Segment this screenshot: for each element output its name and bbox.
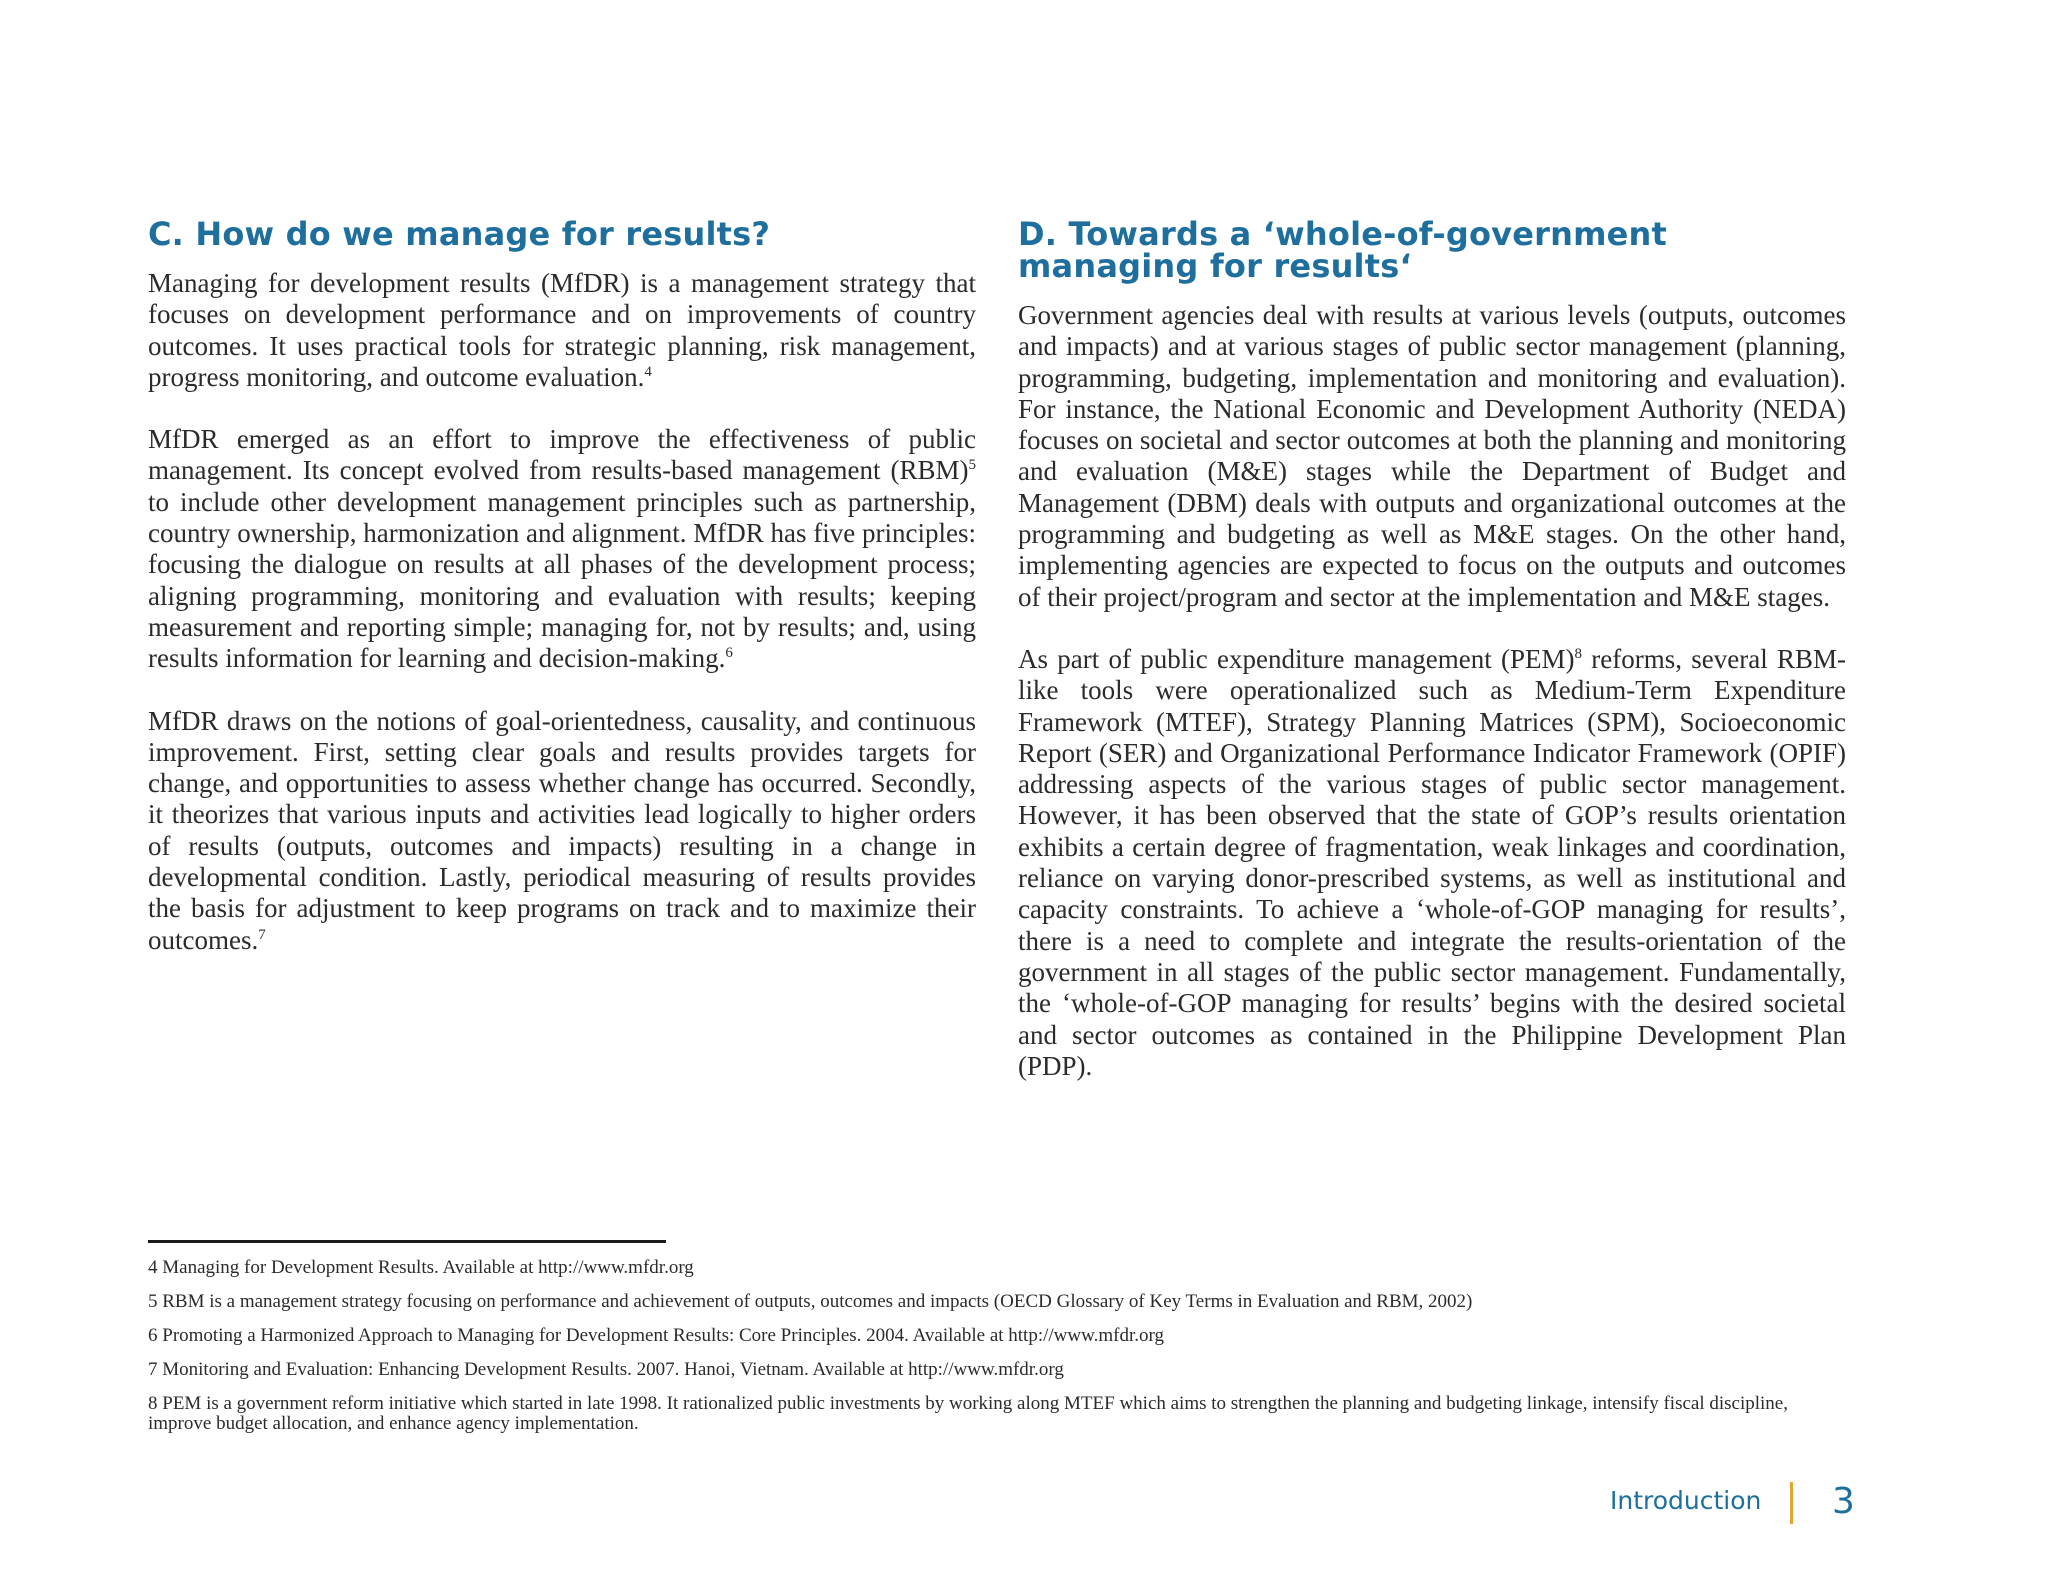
footer-divider bbox=[1790, 1482, 1793, 1524]
footnote-ref[interactable]: 8 bbox=[1574, 645, 1582, 662]
section-title-d: D. Towards a ‘whole-of-government managing for results‘ bbox=[1018, 215, 1667, 285]
page-footer bbox=[1580, 1482, 1880, 1526]
footnote-ref[interactable]: 5 bbox=[968, 457, 976, 474]
footnote-ref[interactable]: 6 bbox=[725, 645, 733, 662]
footnote-ref[interactable]: 4 bbox=[644, 363, 652, 380]
footnote-8: 8 PEM is a government reform initiative which started in late 1998. It rationalized public investments by working along MTEF which aims to strengthen the planning and budgeting linkage, intensify fiscal discipline, improve budget allocation, and enhance agency implementation. bbox=[148, 1393, 1788, 1434]
body-paragraph: As part of public expenditure management (PEM)$^8$ reforms, several RBM-like tools were operationalized such as Medium-Term Expenditure Framework (MTEF), Strategy Planning Matrices (SPM), Socioeconomic Report (SER) and Organizational Performance Indicator Framework (OPIF) addressing aspects of the various stages of public sector management. However, it has been observed that the state of GOP’s results orientation exhibits a certain degree of fragmentation, weak linkages and coordination, reliance on varying donor-prescribed systems, as well as institutional and capacity constraints. To achieve a ‘whole-of-GOP managing for results’, there is a need to complete and integrate the results-orientation of the government in all stages of the public sector management. Fundamentally, the ‘whole-of-GOP managing for results’ begins with the desired societal and sector outcomes as contained in the Philippine Development Plan (PDP). bbox=[1018, 643, 1846, 1081]
body-paragraph: Government agencies deal with results at various levels (outputs, outcomes and impacts) and at various stages of public sector management (planning, programming, budgeting, implementation and monitoring and evaluation). For instance, the National Economic and Development Authority (NEDA) focuses on societal and sector outcomes at both the planning and monitoring and evaluation (M&E) stages while the Department of Budget and Management (DBM) deals with outputs and organizational outcomes at the programming and budgeting as well as M&E stages. On the other hand, implementing agencies are expected to focus on the outputs and outcomes of their project/program and sector at the implementation and M&E stages. bbox=[1018, 300, 1846, 612]
footnote-7: 7 Monitoring and Evaluation: Enhancing Development Results. 2007. Hanoi, Vietnam. Available at http://www.mfdr.org bbox=[148, 1359, 1064, 1380]
footnote-5: 5 RBM is a management strategy focusing on performance and achievement of outputs, outcomes and impacts (OECD Glossary of Key Terms in Evaluation and RBM, 2002) bbox=[148, 1291, 1473, 1312]
left-column bbox=[148, 215, 976, 987]
footnote-divider bbox=[148, 1240, 666, 1243]
page-number: 3 bbox=[1832, 1481, 1855, 1522]
footnote-6: 6 Promoting a Harmonized Approach to Managing for Development Results: Core Principles. 2004. Available at http://www.mfdr.org bbox=[148, 1325, 1164, 1346]
body-paragraph: Managing for development results (MfDR) is a management strategy that focuses on development performance and on improvements of country outcomes. It uses practical tools for strategic planning, risk management, progress monitoring, and outcome evaluation.$^4$ bbox=[148, 268, 976, 392]
footnote-ref[interactable]: 7 bbox=[258, 926, 266, 943]
footnotes bbox=[148, 1258, 1848, 1448]
body-paragraph: MfDR draws on the notions of goal-orientedness, causality, and continuous improvement. First, setting clear goals and results provides targets for change, and opportunities to assess whether change has occurred. Secondly, it theorizes that various inputs and activities lead logically to higher orders of results (outputs, outcomes and impacts) resulting in a change in developmental condition. Lastly, periodical measuring of results provides the basis for adjustment to keep programs on track and to maximize their outcomes.$^7$ bbox=[148, 705, 976, 955]
footer-section-label: Introduction bbox=[1610, 1486, 1762, 1515]
body-paragraph: MfDR emerged as an effort to improve the effectiveness of public management. Its concept evolved from results-based management (RBM)$^5$ to include other development management principles such as partnership, country ownership, harmonization and alignment. MfDR has five principles: focusing the dialogue on results at all phases of the development process; aligning programming, monitoring and evaluation with results; keeping measurement and reporting simple; managing for, not by results; and, using results information for learning and decision-making.$^6$ bbox=[148, 424, 976, 674]
section-title-c: C. How do we manage for results? bbox=[148, 215, 771, 253]
right-column bbox=[1018, 215, 1846, 1113]
footnote-4: 4 Managing for Development Results. Available at http://www.mfdr.org bbox=[148, 1257, 694, 1278]
